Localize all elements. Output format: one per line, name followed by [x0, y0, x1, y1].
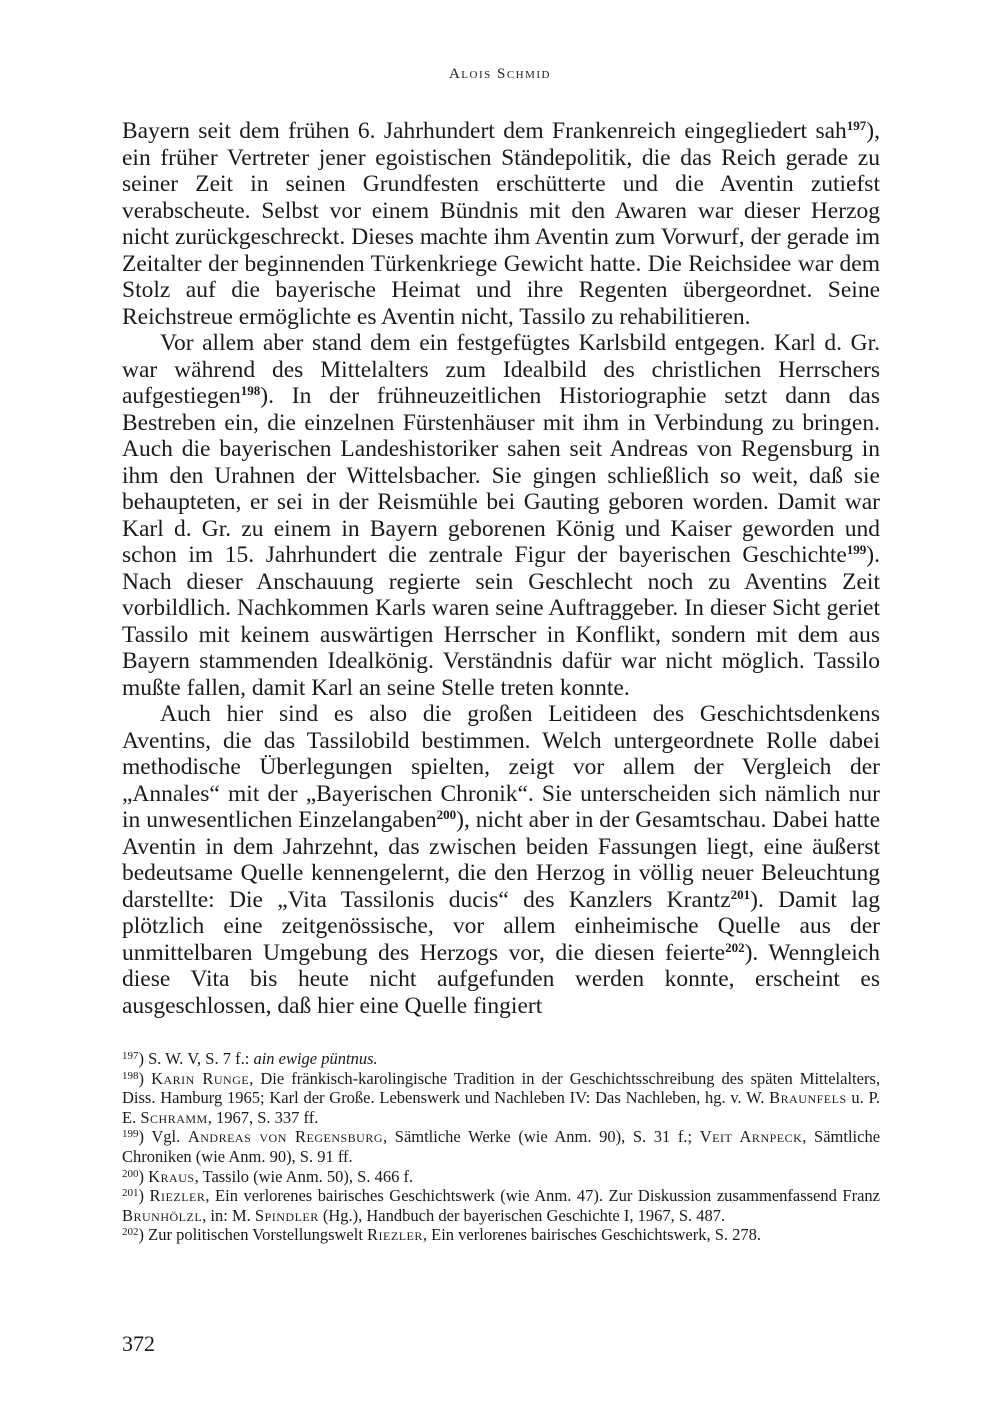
footnote-reference-198[interactable]: 198: [240, 383, 261, 398]
paragraph-1: Bayern seit dem frühen 6. Jahrhundert dem Frankenreich eingegliedert sah$^{197}$), ein früher Vertreter jener egoistischen Ständepolitik, die das Reich gerade zu seiner Zeit in seinen Grundfesten erschütterte und die Aventin zutiefst verabscheute. Selbst vor einem Bündnis mit den Awaren war dieser Herzog nicht zurückgeschreckt. Dieses machte ihm Aventin zum Vorwurf, der gerade im Zeitalter der beginnenden Türkenkriege Gewicht hatte. Die Reichsidee war dem Stolz auf die bayerische Heimat und ihre Regenten übergeordnet. Seine Reichstreue ermöglichte es Aventin nicht, Tassilo zu rehabilitieren.: [122, 118, 880, 330]
footnote-200: $^{200}$) Kraus, Tassilo (wie Anm. 50), S. 466 f.: [122, 1166, 414, 1186]
footnote-199: $^{199}$) Vgl. Andreas von Regensburg, Sämtliche Werke (wie Anm. 90), S. 31 f.; Veit Arnpeck, Sämtliche Chroniken (wie Anm. 90), S. 91 ff.: [122, 1127, 881, 1166]
footnote-201: $^{201}$) Riezler, Ein verlorenes bairisches Geschichtswerk (wie Anm. 47). Zur Diskussion zusammenfassend Franz Brunhölzl, in: M. Spindler (Hg.), Handbuch der bayerischen Geschichte I, 1967, S. 487.: [122, 1186, 880, 1225]
footnote-reference-197[interactable]: 197: [846, 118, 867, 133]
footnote-202: $^{202}$) Zur politischen Vorstellungswelt Riezler, Ein verlorenes bairisches Geschichtswerk, S. 278.: [122, 1225, 762, 1245]
running-head: Alois Schmid: [448, 66, 552, 82]
footnotes: [122, 1049, 880, 1245]
paragraph-2: Vor allem aber stand dem ein festgefügtes Karlsbild entgegen. Karl d. Gr. war während des Mittelalters zum Idealbild des christlichen Herrschers aufgestiegen$^{198}$). In der frühneuzeitlichen Historiographie setzt dann das Bestreben ein, die einzelnen Fürstenhäuser mit ihm in Verbindung zu bringen. Auch die bayerischen Landeshistoriker sahen seit Andreas von Regensburg in ihm den Urahnen der Wittelsbacher. Sie gingen schließlich so weit, daß sie behaupteten, er sei in der Reismühle bei Gauting geboren worden. Damit war Karl d. Gr. zu einem in Bayern geborenen König und Kaiser geworden und schon im 15. Jahrhundert die zentrale Figur der bayerischen Geschichte$^{199}$). Nach dieser Anschauung regierte sein Geschlecht noch zu Aventins Zeit vorbildlich. Nachkommen Karls waren seine Auftraggeber. In dieser Sicht geriet Tassilo mit keinem auswärtigen Herrscher in Konflikt, sondern mit dem aus Bayern stammenden Idealkönig. Verständnis dafür war nicht möglich. Tassilo mußte fallen, damit Karl an seine Stelle treten konnte.: [122, 330, 880, 701]
body-text: [122, 118, 880, 1019]
footnote-reference-202[interactable]: 202: [725, 939, 745, 955]
paragraph-3: Auch hier sind es also die großen Leitideen des Geschichtsdenkens Aventins, die das Tassilobild bestimmen. Welch untergeordnete Rolle dabei methodische Überlegungen spielten, zeigt vor allem der Vergleich der „Annales“ mit der „Bayerischen Chronik“. Sie unterscheiden sich nämlich nur in unwesentlichen Einzelangaben$^{200}$), nicht aber in der Gesamtschau. Dabei hatte Aventin in dem Jahrzehnt, das zwischen beiden Fassungen liegt, eine äußerst bedeutsame Quelle kennengelernt, die den Herzog in völlig neuer Beleuchtung darstellte: Die „Vita Tassilonis ducis“ des Kanzlers Krantz$^{201}$). Damit lag plötzlich eine zeitgenössische, vor allem einheimische Quelle aus der unmittelbaren Umgebung des Herzogs vor, die diesen feierte$^{202}$). Wenngleich diese Vita bis heute nicht aufgefunden werden konnte, erscheint es ausgeschlossen, daß hier eine Quelle fingiert: [122, 701, 880, 1019]
footnote-reference-199[interactable]: 199: [846, 542, 867, 557]
footnote-reference-201[interactable]: 201: [730, 886, 751, 902]
footnote-198: $^{198}$) Karin Runge, Die fränkisch-karolingische Tradition in der Geschichtsschreibung des späten Mittelalters, Diss. Hamburg 1965; Karl der Große. Lebenswerk und Nachleben IV: Das Nachleben, hg. v. W. Braunfels u. P. E. Schramm, 1967, S. 337 ff.: [122, 1068, 880, 1127]
footnote-197: $^{197}$) S. W. V, S. 7 f.: ain ewige püntnus.: [122, 1049, 378, 1068]
footnote-reference-200[interactable]: 200: [436, 807, 457, 822]
page-number: 372: [122, 1331, 155, 1356]
